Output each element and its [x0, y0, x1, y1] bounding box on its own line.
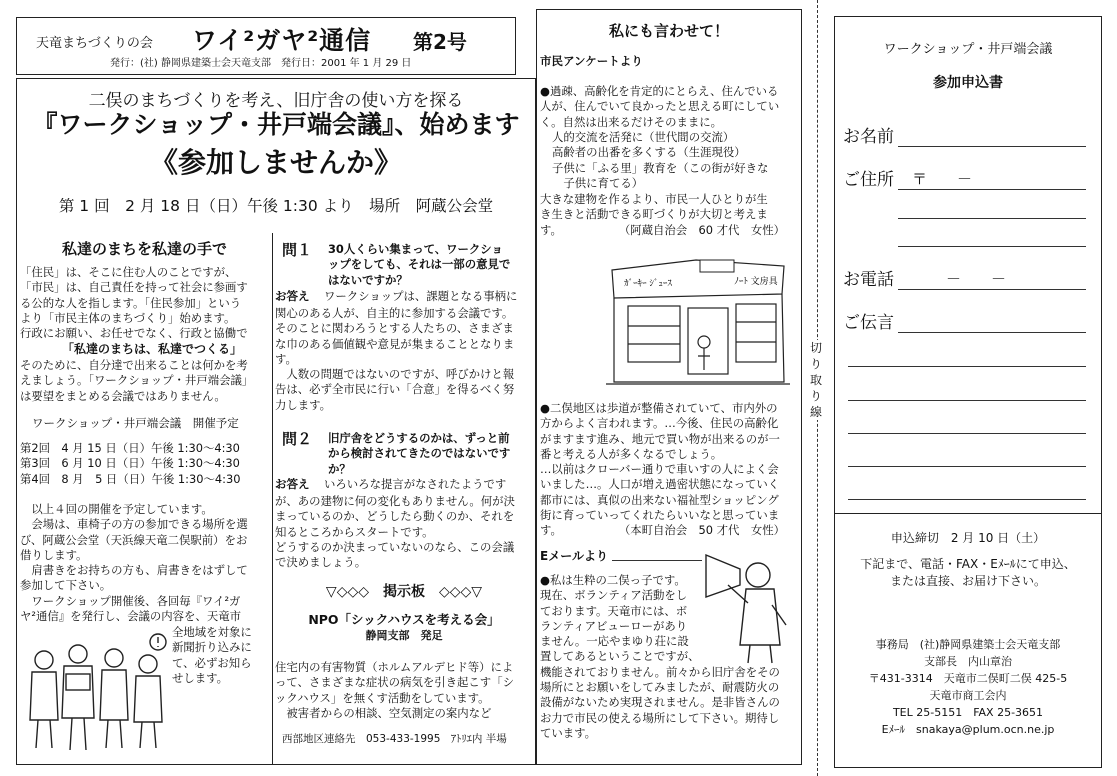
col3-heading: 私にも言わせて！ — [608, 22, 729, 40]
col1-heading: 私達のまちを私達の手で — [61, 240, 227, 258]
a2-text: が、あの建物に何の変化もありません。何が決 まっているのか、どうしたら動くのか、それを 知るところからスタートです。 どうするのか決まっていないのなら、この会議 で決めましょう。 — [275, 494, 515, 570]
masthead-title: ワイ²ガヤ²通信 — [192, 26, 372, 55]
address-field-1[interactable] — [898, 189, 1086, 190]
col1-slogan: 「私達のまちは、私達でつくる」 — [62, 342, 243, 356]
col1-para2: そのために、自分達で出来ることは何かを考 えましょう。「ワークショップ・井戸端会議」 は要望をまとめる会議ではありません。 — [20, 358, 254, 403]
phone-label: お電話 — [843, 270, 894, 290]
masthead-org: 天竜まちづくりの会 — [36, 36, 153, 51]
name-label: お名前 — [843, 127, 894, 147]
email-label-underline — [612, 560, 702, 561]
address-field-2[interactable] — [898, 218, 1086, 219]
people-illustration — [22, 630, 170, 760]
column-divider — [272, 233, 273, 765]
col1-schedule-list: 第2回 4 月 15 日（日）午後 1:30〜4:30 第3回 6 月 10 日（日）午後 1:30〜4:30 第4回 8 月 5 日（日）午後 1:30〜4:30 — [20, 441, 241, 486]
masthead-publisher: 発行：(社) 静岡県建築士会天竜支部 発行日：2001 年 1 月 29 日 — [110, 58, 412, 69]
message-field-6[interactable] — [848, 499, 1086, 500]
a1-text: 関心のある人が、自主的に参加する会議です。 そのことに関わろうとする人たちの、さまざま な巾のある価値観や意見が集まることとなりま す。 人数の問題ではないのですが、呼びかけと報 告は、必ず全市民に行い「合意」を得るべく努 力します。 — [275, 306, 515, 412]
phone-field[interactable] — [898, 289, 1086, 290]
form-instructions: 下記まで、電話・FAX・Eﾒｰﾙにて申込、 または直接、お届け下さい。 — [860, 557, 1076, 588]
q1-question: 30人くらい集まって、ワークショ ップをしても、それは一部の意見で はないですか？ — [328, 242, 511, 287]
a1-label: お答え — [275, 289, 310, 303]
form-divider — [834, 513, 1102, 514]
cut-line-label: 切 り 取 り 線 — [805, 340, 827, 420]
message-field-5[interactable] — [848, 466, 1086, 467]
lead-subtitle: 二俣のまちづくりを考え、旧庁舎の使い方を探る — [88, 91, 464, 111]
a2-label: お答え — [275, 477, 310, 491]
npo-contact: 西部地区連絡先 053-433-1995 ｱﾄﾘｴ内 半場 — [282, 733, 507, 745]
col1-schedule-title: ワークショップ・井戸端会議 開催予定 — [32, 416, 239, 430]
lead-headline: 『ワークショップ・井戸端会議』、始めます — [32, 110, 520, 139]
message-field-1[interactable] — [898, 332, 1086, 333]
form-deadline: 申込締切 2 月 10 日（土） — [890, 531, 1046, 545]
npo-subtitle: 静岡支部 発足 — [365, 629, 443, 642]
megaphone-man-illustration — [700, 545, 796, 665]
q2-question: 旧庁舎をどうするのかは、ずっと前 から検討されてきたのではないです か？ — [328, 431, 511, 476]
npo-title: NPO「シックハウスを考える会」 — [308, 612, 500, 627]
message-field-4[interactable] — [848, 433, 1086, 434]
masthead-issue: 第2号 — [413, 30, 467, 54]
q2-label: 問２ — [282, 430, 313, 448]
email-text: ●私は生粋の二俣っ子です。 現在、ボランティア活動をし ております。天竜市には、ボ ランティアビューローがあり ません。一応やまゆり荘に設 置してあるということですが、 機能されておりません。前々から旧庁舎をその 場所にとお願いをしてみましたが、耐震防火の 設備がないため実現されません。是非皆さんの お力で市民の使える場所にして下さい。期待し ています。 — [540, 573, 780, 740]
message-label: ご伝言 — [843, 313, 894, 333]
survey1-items: 人的交流を活発に（世代間の交流） 高齢者の出番を多くする（生涯現役） 子供に「ふる里」教育を（この街が好きな 子供に育てる） — [552, 130, 769, 190]
shop-sign-right: ﾉｰﾄ 文房具 — [734, 277, 778, 287]
postal-mark: 〒 － — [912, 170, 973, 188]
survey-label: 市民アンケートより — [540, 54, 643, 68]
col1-para1: 「住民」は、そこに住む人のことですが、 「市民」は、自己責任を持って社会に参画す る公的な人を指します。「住民参加」という より「市民主体のまちづくり」始めます。 行政にお願い、お任せでなく、行政と協働で — [20, 265, 248, 341]
lead-schedule: 第 1 回 2 月 18 日（日）午後 1:30 より 場所 阿蔵公会堂 — [58, 197, 494, 215]
board-title: ▽◇◇◇ 掲示板 ◇◇◇▽ — [325, 584, 483, 600]
survey2-text: ●二俣地区は歩道が整備されていて、市内外の 方からよく言われます。…今後、住民の高齢化 がますます進み、地元で買い物が出来るのが一 番と考える人が多くなるでしょう。 …以前はクローバー通りで車いすの人によく会 いました…。人口が増え過密状態になっていく 都市には、真似の出来ない福祉型ショッピング 街に育っていってくれたらいいなと思っていま す。 （本町自治会 50 才代 女性） — [540, 401, 786, 538]
address-field-3[interactable] — [898, 246, 1086, 247]
shop-illustration — [606, 246, 790, 392]
survey1-conclusion: 大きな建物を作るより、市民一人ひとりが生 き生きと活動できる町づくりが大切と考えま す。 （阿蔵自治会 60 才代 女性） — [540, 192, 786, 237]
form-subtitle: 参加申込書 — [933, 75, 1003, 91]
col1-para3-tail: 全地域を対象に 新聞折り込みに て、必ずお知ら せします。 — [172, 625, 252, 685]
message-field-2[interactable] — [848, 366, 1086, 367]
address-label: ご住所 — [843, 170, 894, 190]
q1-label: 問１ — [282, 241, 313, 259]
survey1-text: ●過疎、高齢化を肯定的にとらえ、住んでいる 人が、住んでいて良かったと思える町にしてい く。自然は出来るだけそのままに。 — [540, 84, 780, 129]
name-field[interactable] — [898, 146, 1086, 147]
a2-first-line: いろいろな提言がなされたようです — [324, 477, 507, 491]
shop-sign-left: ｶﾞｰｷｰ ｼﾞｭｰｽ — [624, 279, 672, 289]
form-title: ワークショップ・井戸端会議 — [883, 42, 1053, 57]
message-field-3[interactable] — [848, 400, 1086, 401]
a1-first-line: ワークショップは、課題となる事柄に — [324, 289, 518, 303]
phone-mark: － － — [946, 270, 1007, 288]
email-label: Eメールより — [540, 549, 608, 563]
col1-para3: 以上４回の開催を予定しています。 会場は、車椅子の方の参加できる場所を選 び、阿蔵公会堂（天浜線天竜二俣駅前）をお 借りします。 肩書きをお持ちの方も、肩書きをはずして 参加して下さい。 ワークショップ開催後、各回毎『ワイ²ガ ヤ²通信』を発行し、会議の内容を、天竜市 — [20, 502, 248, 624]
lead-call: 《参加しませんか》 — [149, 146, 402, 179]
npo-text: 住宅内の有害物質（ホルムアルデヒド等）によ って、さまざまな症状の病気を引き起こす「シ ックハウス」を無くす活動をしています。 被害者からの相談、空気測定の案内など — [275, 660, 514, 720]
form-office: 事務局 (社)静岡県建築士会天竜支部 支部長 内山章治 〒431-3314 天竜市二俣町二俣 425-5 天竜市商工会内 TEL 25-5151 FAX 25-3651 Eﾒｰﾙ snakaya@plum.ocn.ne.jp — [868, 638, 1068, 736]
